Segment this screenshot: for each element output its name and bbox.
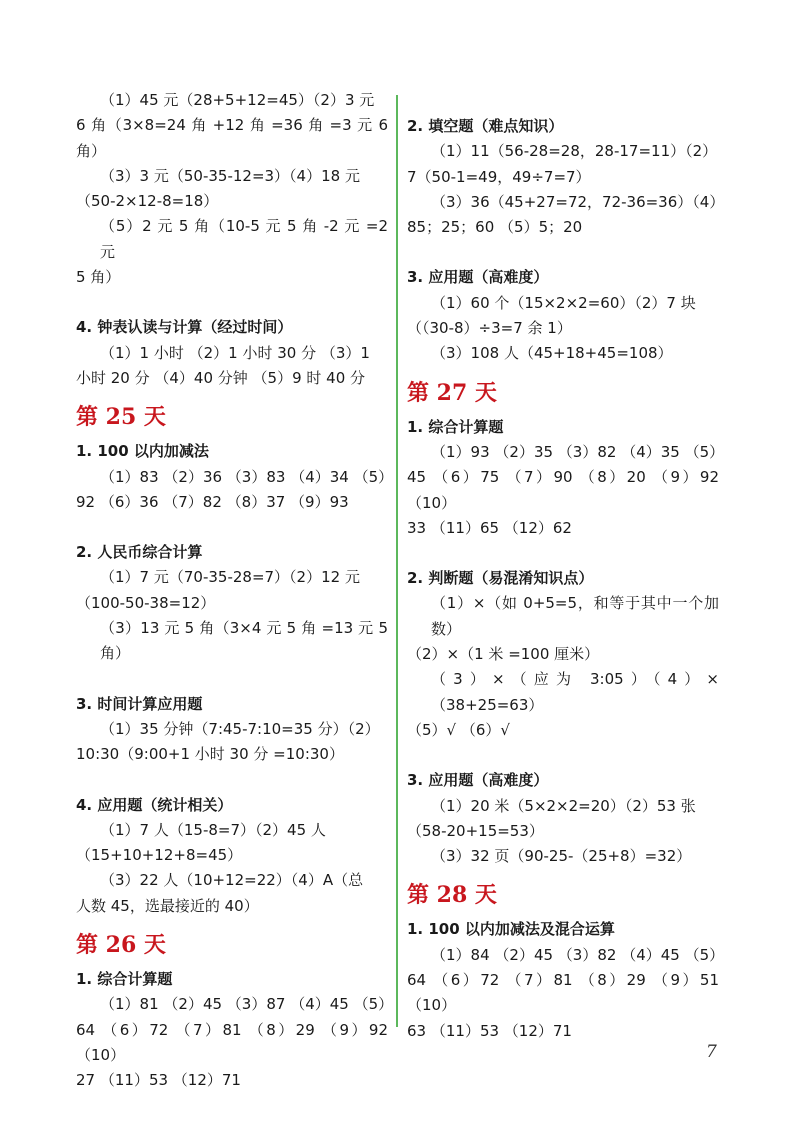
answer-line: （1）35 分钟（7:45-7:10=35 分）（2）	[100, 719, 380, 738]
answer-line: 64 （6）72 （7）81 （8）29 （9）51 （10）	[407, 971, 719, 1015]
day-heading-28: 第 28 天	[407, 882, 497, 909]
answer-line: （3）3 元（50-35-12=3）（4）18 元	[100, 166, 360, 185]
answer-line: （1）45 元（28+5+12=45）（2）3 元	[100, 91, 375, 109]
answer-line: （2）×（1 米 =100 厘米）	[407, 645, 600, 664]
page-number: 7	[706, 1042, 717, 1062]
answer-line: （1）93 （2）35 （3）82 （4）35 （5）	[431, 442, 725, 461]
section-heading: 3. 应用题（高难度）	[407, 771, 549, 790]
answer-line: 小时 20 分 （4）40 分钟 （5）9 时 40 分	[76, 368, 366, 387]
section-heading: 2. 判断题（易混淆知识点）	[407, 569, 594, 588]
answer-line: （15+10+12+8=45）	[76, 846, 243, 865]
answer-line: （1）7 人（15-8=7）（2）45 人	[100, 820, 326, 839]
section-heading: 1. 综合计算题	[76, 970, 173, 989]
answer-line: （5）√ （6）√	[407, 720, 510, 739]
answer-line: （1）7 元（70-35-28=7）（2）12 元	[100, 568, 360, 587]
section-heading: 1. 100 以内加减法及混合运算	[407, 920, 615, 939]
day-heading-25: 第 25 天	[76, 404, 166, 431]
left-column	[76, 88, 394, 1094]
answer-line: （100-50-38=12）	[76, 593, 216, 612]
answer-line: （1）1 小时 （2）1 小时 30 分 （3）1	[100, 343, 370, 362]
answer-line: 63 （11）53 （12）71	[407, 1021, 572, 1040]
section-heading: 1. 100 以内加减法	[76, 442, 209, 461]
answer-line: （1）81 （2）45 （3）87 （4）45 （5）	[100, 995, 394, 1014]
answer-line: （1）×（如 0+5=5，和等于其中一个加数）	[431, 594, 719, 638]
answer-line: （1）20 米（5×2×2=20）（2）53 张	[431, 796, 696, 815]
answer-line: （3）32 页（90-25-（25+8）=32）	[431, 847, 692, 866]
answer-line: （3）108 人（45+18+45=108）	[431, 344, 673, 363]
answer-line: 人数 45，选最接近的 40）	[76, 896, 259, 915]
section-heading: 4. 应用题（统计相关）	[76, 795, 233, 814]
answer-line: 64 （6）72 （7）81 （8）29 （9）92 （10）	[76, 1020, 388, 1064]
day-heading-27: 第 27 天	[407, 379, 497, 406]
answer-line: 6 角（3×8=24 角 +12 角 =36 角 =3 元 6 角）	[76, 116, 388, 160]
answer-line: （1）83 （2）36 （3）83 （4）34 （5）	[100, 467, 394, 486]
answer-line: 5 角）	[76, 268, 121, 287]
answer-line: 33 （11）65 （12）62	[407, 518, 572, 537]
answer-line: （3）22 人（10+12=22）（4）A（总	[100, 871, 364, 890]
answer-line: 92 （6）36 （7）82 （8）37 （9）93	[76, 492, 349, 511]
answer-line: （（30-8）÷3=7 余 1）	[407, 319, 572, 338]
answer-line: 27 （11）53 （12）71	[76, 1071, 241, 1090]
section-heading: 2. 填空题（难点知识）	[407, 117, 564, 135]
answer-line: 85；25；60 （5）5；20	[407, 218, 583, 237]
day-heading-26: 第 26 天	[76, 932, 166, 959]
section-heading: 1. 综合计算题	[407, 417, 504, 436]
answer-line: （58-20+15=53）	[407, 821, 544, 840]
answer-line: 7（50-1=49，49÷7=7）	[407, 167, 591, 186]
answer-line: （3）13 元 5 角（3×4 元 5 角 =13 元 5 角）	[100, 619, 388, 663]
section-heading: 3. 应用题（高难度）	[407, 268, 549, 287]
section-heading: 2. 人民币综合计算	[76, 543, 203, 562]
answer-line: （3）36（45+27=72，72-36=36）（4）	[431, 192, 725, 211]
answer-line: （1）60 个（15×2×2=60）（2）7 块	[431, 293, 696, 312]
section-heading: 4. 钟表认读与计算（经过时间）	[76, 318, 293, 337]
answer-line: （5）2 元 5 角（10-5 元 5 角 -2 元 =2 元	[100, 217, 388, 261]
answer-line: 10:30（9:00+1 小时 30 分 =10:30）	[76, 745, 344, 764]
answer-line: 45 （6）75 （7）90 （8）20 （9）92 （10）	[407, 468, 719, 512]
column-divider	[396, 95, 398, 1027]
section-heading: 3. 时间计算应用题	[76, 694, 203, 713]
right-column	[407, 114, 725, 1044]
answer-line: （1）11（56-28=28，28-17=11）（2）	[431, 142, 718, 161]
answer-line: （50-2×12-8=18）	[76, 192, 219, 211]
answer-line: （1）84 （2）45 （3）82 （4）45 （5）	[431, 945, 725, 964]
answer-line: （3）×（应为 3:05）（4）×（38+25=63）	[431, 670, 719, 714]
